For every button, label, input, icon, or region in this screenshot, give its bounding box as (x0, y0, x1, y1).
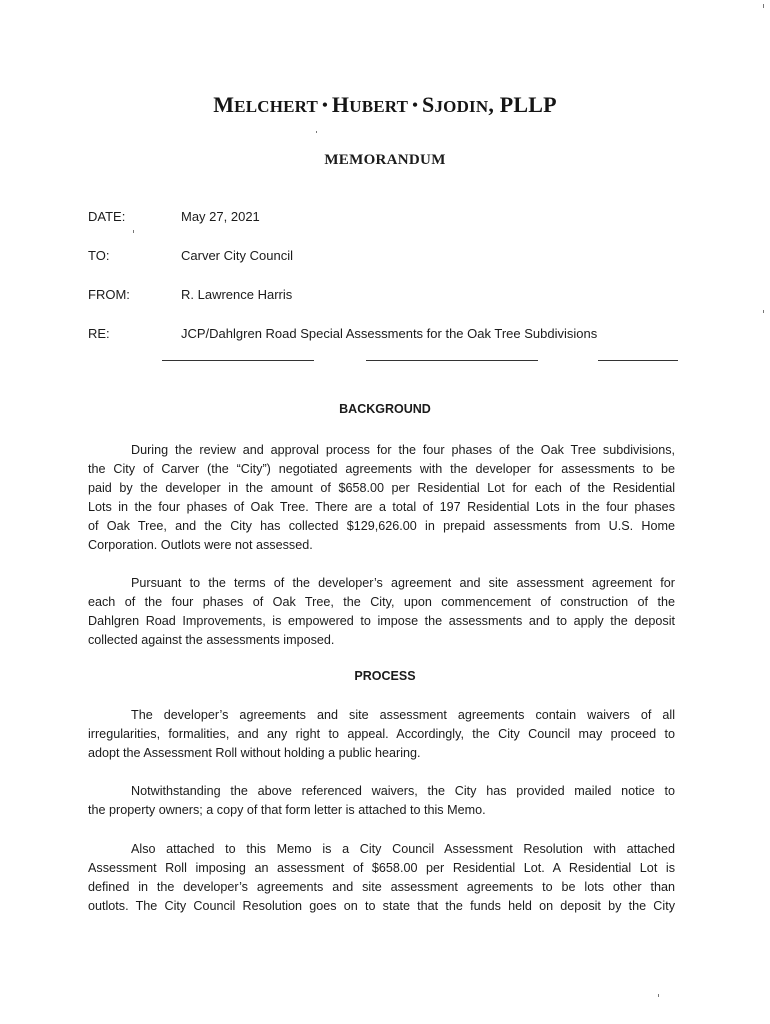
section-heading-background: BACKGROUND (339, 402, 431, 416)
text-line: Dahlgren Road Improvements, is empowered to impose the assessments and to apply the deposit (88, 614, 675, 628)
scan-speck (316, 131, 317, 133)
text-line: irregularities, formalities, and any right to appeal. Accordingly, the City Council may proceed to (88, 727, 675, 741)
separator-bullet: • (322, 97, 328, 114)
text-line: Also attached to this Memo is a City Council Assessment Resolution with attached (131, 842, 675, 856)
text-line: Pursuant to the terms of the developer’s agreement and site assessment agreement for (131, 576, 675, 590)
text-line: Notwithstanding the above referenced waivers, the City has provided mailed notice to (131, 784, 675, 798)
scan-speck (763, 310, 764, 313)
background-paragraph-1 (88, 441, 675, 555)
firm-name-part: S (422, 92, 435, 117)
firm-name-part: H (331, 92, 350, 117)
text-line: the City of Carver (the “City”) negotiated agreements with the developer for assessments to be (88, 462, 675, 476)
text-line: Lots in the four phases of Oak Tree. There are a total of 197 Residential Lots in the four phases (88, 500, 675, 514)
scan-speck (133, 230, 134, 233)
firm-name-part: ELCHERT (234, 97, 319, 116)
firm-name-part: UBERT (349, 97, 409, 116)
field-value: JCP/Dahlgren Road Special Assessments for the Oak Tree Subdivisions (181, 326, 598, 341)
text-line: outlots. The City Council Resolution goes on to state that the funds held on deposit by the City (88, 899, 675, 913)
field-value: Carver City Council (181, 248, 293, 263)
firm-letterhead (0, 92, 770, 118)
section-heading-process: PROCESS (354, 669, 416, 683)
scan-speck (763, 4, 764, 8)
text-line: defined in the developer’s agreements and site assessment agreements to be lots other than (88, 880, 675, 894)
memo-title: MEMORANDUM (324, 152, 446, 168)
memo-field-date (88, 209, 260, 224)
text-line: Assessment Roll imposing an assessment of $658.00 per Residential Lot. A Residential Lot is (88, 861, 675, 875)
text-line: paid by the developer in the amount of $658.00 per Residential Lot for each of the Residential (88, 481, 675, 495)
firm-name-part: M (213, 92, 235, 117)
text-line: each of the four phases of Oak Tree, the City, upon commencement of construction of the (88, 595, 675, 609)
text-line: collected against the assessments imposed. (88, 633, 335, 647)
memo-field-to (88, 248, 293, 263)
memo-field-re (88, 326, 597, 341)
process-paragraph-2 (88, 782, 675, 820)
field-label: FROM: (88, 287, 130, 302)
scan-speck (658, 994, 659, 997)
text-line: During the review and approval process for the four phases of the Oak Tree subdivisions, (131, 443, 675, 457)
field-label: TO: (88, 248, 110, 263)
process-paragraph-3 (88, 840, 675, 916)
text-line: adopt the Assessment Roll without holding a public hearing. (88, 746, 421, 760)
text-line: the property owners; a copy of that form letter is attached to this Memo. (88, 803, 486, 817)
text-line: of Oak Tree, and the City has collected $129,626.00 in prepaid assessments from U.S. Home (88, 519, 675, 533)
separator-bullet: • (412, 97, 419, 114)
firm-name-part: JODIN (434, 97, 489, 116)
text-line: The developer’s agreements and site assessment agreements contain waivers of all (131, 708, 675, 722)
field-label: RE: (88, 326, 110, 341)
field-value: May 27, 2021 (181, 209, 260, 224)
text-line: Corporation. Outlots were not assessed. (88, 538, 313, 552)
divider-rule (366, 360, 538, 361)
field-label: DATE: (88, 209, 126, 224)
memo-field-from (88, 287, 292, 302)
divider-rule (162, 360, 314, 361)
divider-rule (598, 360, 678, 361)
process-paragraph-1 (88, 706, 675, 763)
background-paragraph-2 (88, 574, 675, 650)
field-value: R. Lawrence Harris (181, 287, 293, 302)
firm-name-part: , PLLP (488, 92, 557, 117)
